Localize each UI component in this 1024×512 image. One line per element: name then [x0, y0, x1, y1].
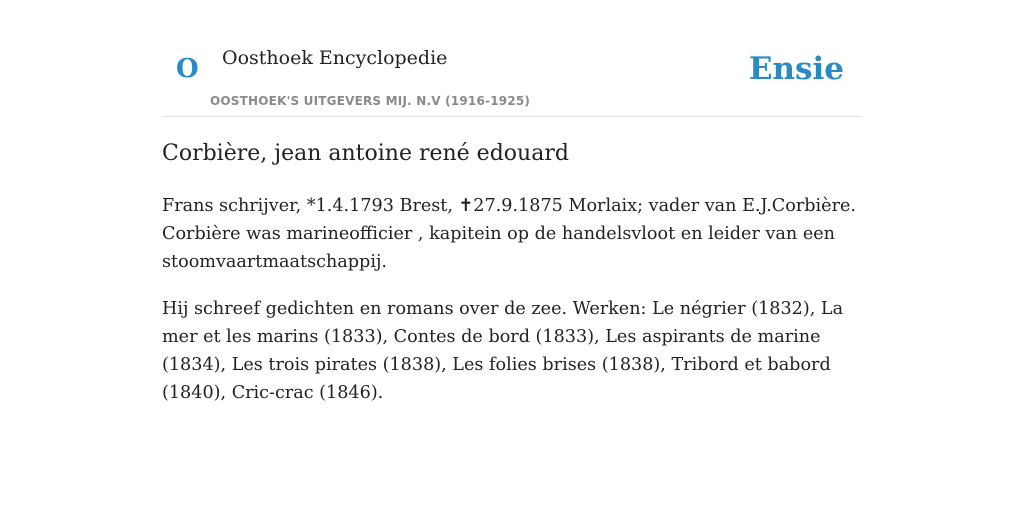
- entry-paragraph-1: Frans schrijver, *1.4.1793 Brest, ✝27.9.1875 Morlaix; vader van E.J.Corbière. Corbière was marineofficier , kapitein op de handelsvloot en leider van een stoomvaartmaatschappij.: [162, 196, 856, 272]
- site-header: [162, 0, 862, 117]
- oosthoek-logo-icon[interactable]: O: [176, 54, 199, 84]
- entry-title: Corbière, jean antoine rené edouard: [162, 141, 569, 166]
- publisher-label: OOSTHOEK'S UITGEVERS MIJ. N.V (1916-1925): [210, 94, 531, 108]
- entry-body: [162, 192, 862, 426]
- entry-paragraph-2: Hij schreef gedichten en romans over de zee. Werken: Le négrier (1832), La mer et les marins (1833), Contes de bord (1833), Les aspirants de marine (1834), Les trois pirates (1838), Les folies brises (1838), Tribord et babord (1840), Cric-crac (1846).: [162, 299, 844, 403]
- ensie-logo-link[interactable]: Ensie: [748, 51, 844, 87]
- site-title-link[interactable]: Oosthoek Encyclopedie: [222, 47, 448, 69]
